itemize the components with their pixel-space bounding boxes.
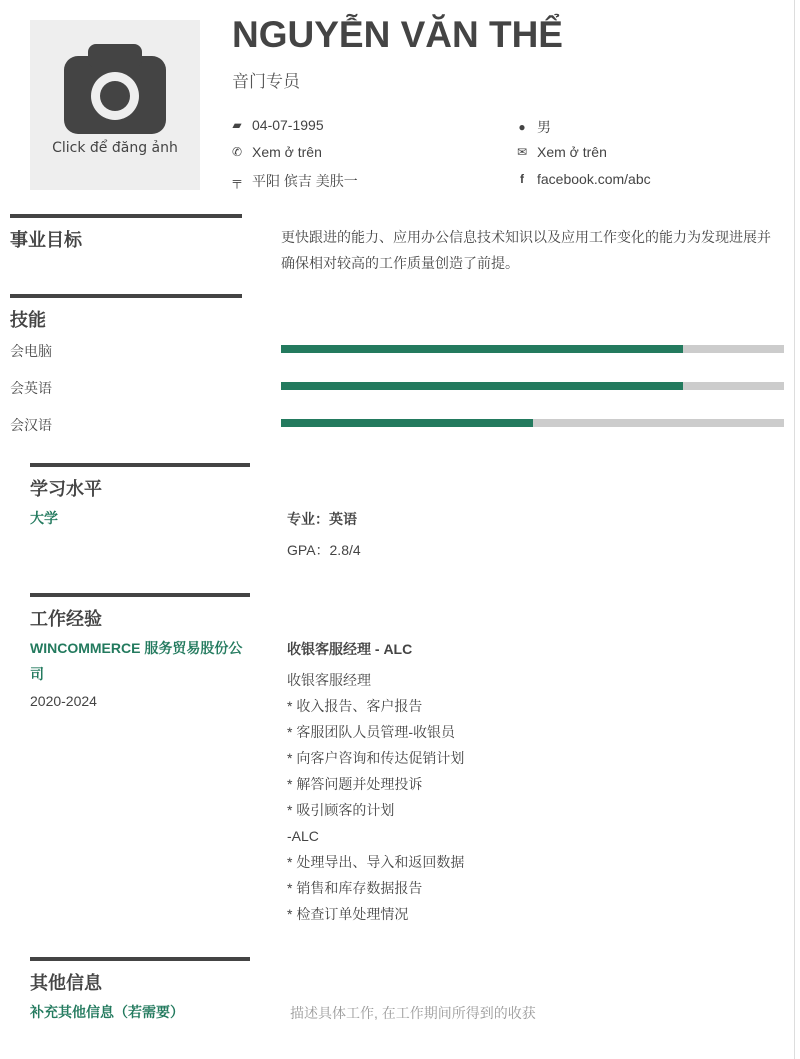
other-info-header xyxy=(30,957,250,995)
skills-header xyxy=(10,294,242,332)
phone-icon: ✆ xyxy=(231,145,243,159)
page-border xyxy=(794,0,795,1059)
objective-text[interactable]: 更快跟进的能力、应用办公信息技术知识以及应用工作变化的能力为发现进展并确保相对较高的工作质量创造了前提。 xyxy=(281,229,771,271)
gpa[interactable]: GPA：2.8/4 xyxy=(287,542,361,558)
description-line: * 解答问题并处理投诉 xyxy=(287,776,423,792)
section-title: 其他信息 xyxy=(30,973,102,993)
skill-progress-fill xyxy=(281,345,683,353)
email-field[interactable] xyxy=(515,144,607,160)
description-line: * 销售和库存数据报告 xyxy=(287,880,423,896)
other-info-label[interactable]: 补充其他信息（若需要） xyxy=(30,1004,184,1020)
job-role[interactable]: 收银客服经理 - ALC xyxy=(287,641,413,657)
skill-progress-fill xyxy=(281,382,683,390)
candidate-name[interactable]: NGUYỄN VĂN THỂ xyxy=(232,14,563,55)
skill-label[interactable]: 会电脑 xyxy=(10,343,52,359)
skill-progress-bar xyxy=(281,382,784,390)
skill-label[interactable]: 会英语 xyxy=(10,380,52,396)
description-line: * 向客户咨询和传达促销计划 xyxy=(287,750,465,766)
section-title: 学习水平 xyxy=(30,479,102,499)
skill-progress-bar xyxy=(281,345,784,353)
phone-value: Xem ở trên xyxy=(252,144,322,160)
major[interactable]: 专业：英语 xyxy=(287,511,357,527)
facebook-icon: f xyxy=(520,172,524,186)
description-line: -ALC xyxy=(287,828,319,844)
facebook-field[interactable] xyxy=(515,171,651,187)
gender-value: 男 xyxy=(537,119,551,135)
address-value: 平阳 傧吉 美肤一 xyxy=(252,173,358,189)
user-icon: ● xyxy=(518,120,526,134)
description-line: * 客服团队人员管理-收银员 xyxy=(287,724,455,740)
section-title: 事业目标 xyxy=(10,230,82,250)
objective-header xyxy=(10,214,242,252)
map-sign-icon: ╤ xyxy=(232,174,242,188)
skill-progress-bar xyxy=(281,419,784,427)
divider xyxy=(30,957,250,961)
section-title: 工作经验 xyxy=(30,609,102,629)
birthday-value: 04-07-1995 xyxy=(252,117,324,133)
description-line: * 收入报告、客户报告 xyxy=(287,698,423,714)
description-line: * 吸引顾客的计划 xyxy=(287,802,395,818)
description-line: * 检查订单处理情况 xyxy=(287,906,409,922)
skill-progress-fill xyxy=(281,419,533,427)
skill-label[interactable]: 会汉语 xyxy=(10,417,52,433)
birthday-cake-icon: ▰ xyxy=(232,118,242,132)
gender-field[interactable] xyxy=(515,117,551,137)
photo-caption: Click để đăng ảnh xyxy=(52,140,178,156)
photo-upload[interactable] xyxy=(30,20,200,190)
job-description[interactable] xyxy=(287,667,464,927)
camera-icon xyxy=(64,44,166,134)
experience-header xyxy=(30,593,250,631)
description-line: * 处理导出、导入和返回数据 xyxy=(287,854,465,870)
description-line: 收银客服经理 xyxy=(287,672,371,688)
birthday-field[interactable] xyxy=(230,117,324,133)
company-name[interactable]: WINCOMMERCE 服务贸易股份公司 xyxy=(30,640,243,682)
work-period[interactable]: 2020-2024 xyxy=(30,693,97,709)
divider xyxy=(30,593,250,597)
school-name[interactable]: 大学 xyxy=(30,510,58,526)
facebook-value: facebook.com/abc xyxy=(537,171,651,187)
section-title: 技能 xyxy=(10,310,46,330)
education-header xyxy=(30,463,250,501)
phone-field[interactable] xyxy=(230,144,322,160)
address-field[interactable] xyxy=(230,171,358,191)
divider xyxy=(10,294,242,298)
envelope-icon: ✉ xyxy=(516,145,528,159)
divider xyxy=(10,214,242,218)
job-title[interactable]: 音门专员 xyxy=(232,72,300,91)
divider xyxy=(30,463,250,467)
other-info-placeholder[interactable]: 描述具体工作, 在工作期间所得到的收获 xyxy=(290,1005,536,1021)
email-value: Xem ở trên xyxy=(537,144,607,160)
